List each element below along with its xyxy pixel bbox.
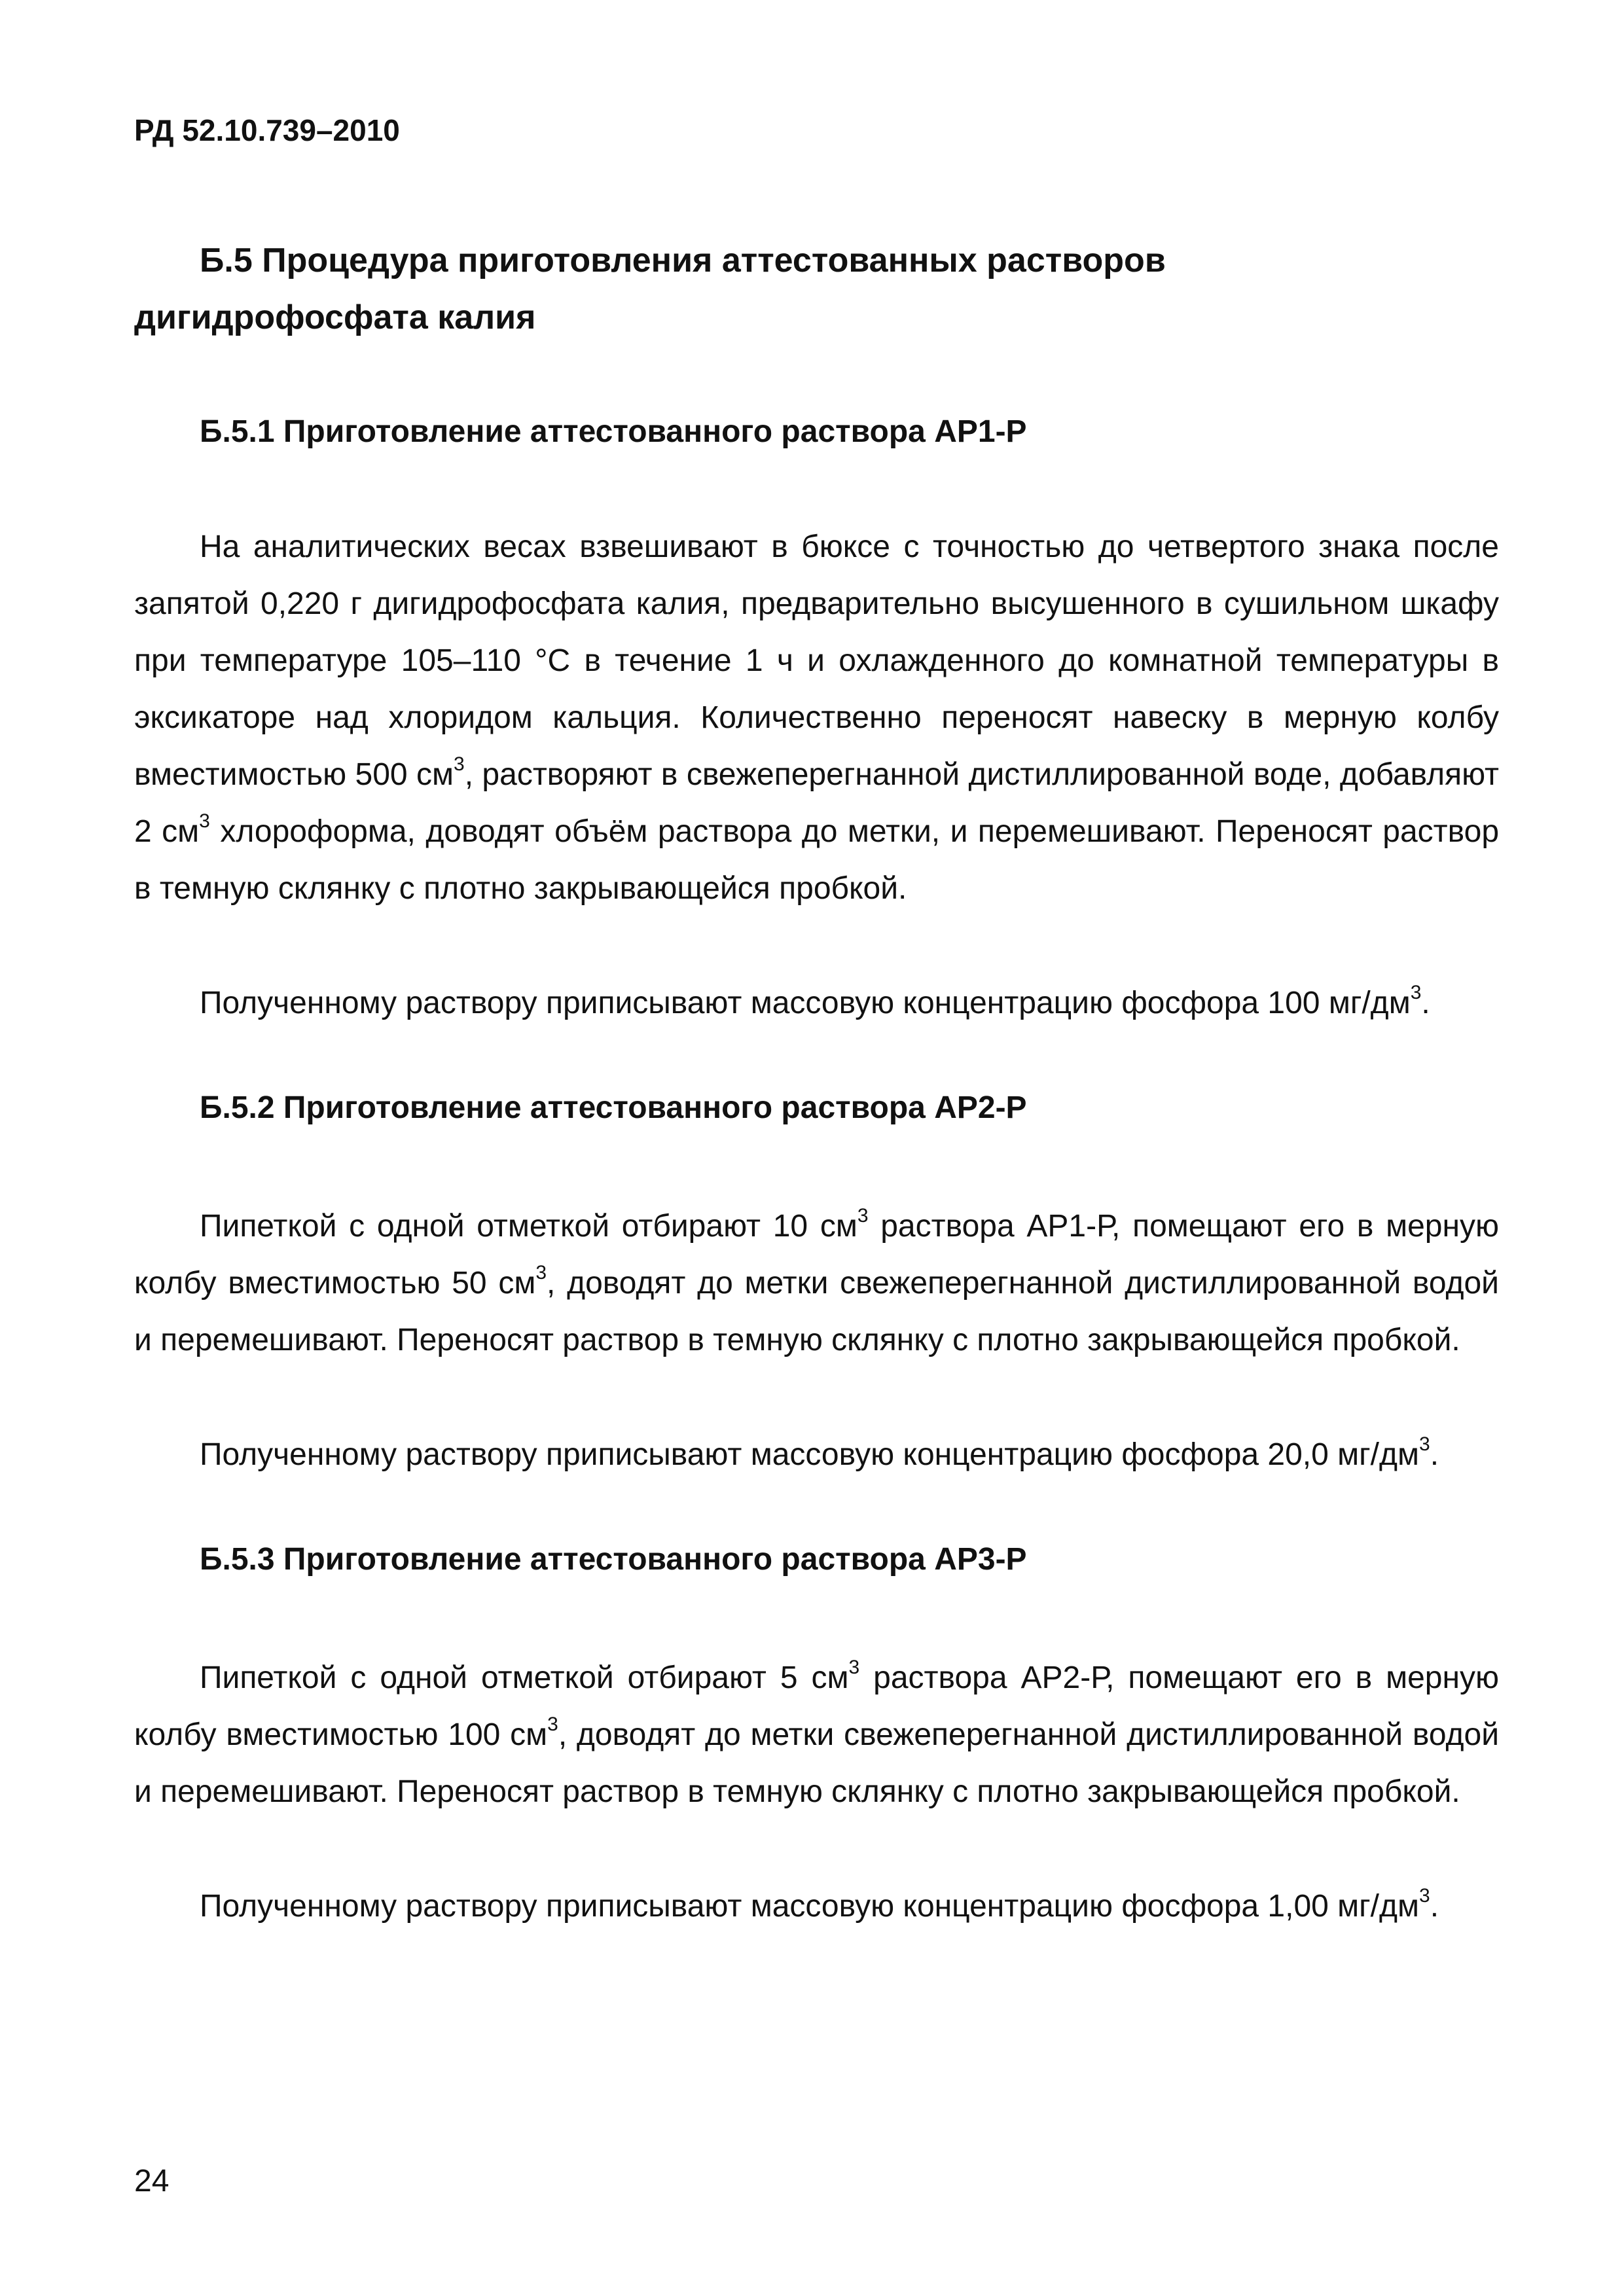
superscript: 3: [199, 810, 210, 832]
paragraph-b52-part1: Пипеткой с одной отметкой отбирают 10 см: [200, 1209, 857, 1244]
subsection-heading-b53: Б.5.3 Приготовление аттестованного раствора АР3-Р: [200, 1542, 1027, 1577]
paragraph-b52-part3: , доводят до метки свежеперегнанной дистиллированной водой и перемешивают. Переносят раствор в темную склянку с плотно закрывающейся пробкой.: [134, 1266, 1499, 1357]
paragraph-b51: [134, 518, 1499, 917]
page-number: 24: [134, 2164, 170, 2198]
section-title-line1: Б.5 Процедура приготовления аттестованных растворов: [200, 242, 1166, 279]
paragraph-b51-part3: хлороформа, доводят объём раствора до метки, и перемешивают. Переносят раствор в темную склянку с плотно закрывающейся пробкой.: [134, 814, 1500, 906]
superscript: 3: [1419, 1885, 1430, 1907]
concentration-end: .: [1430, 1437, 1439, 1472]
section-title: [134, 232, 1509, 346]
subsection-heading-b52: Б.5.2 Приготовление аттестованного раствора АР2-Р: [200, 1090, 1027, 1125]
superscript: 3: [535, 1262, 547, 1283]
concentration-line-b53: [200, 1885, 1439, 1924]
superscript: 3: [857, 1205, 869, 1227]
paragraph-b53-part3: , доводят до метки свежеперегнанной дистиллированной водой и перемешивают. Переносят раствор в темную склянку с плотно закрывающейся пробкой.: [134, 1717, 1499, 1809]
superscript: 3: [454, 753, 465, 775]
concentration-text: Полученному раствору приписывают массовую концентрацию фосфора 100 мг/дм: [200, 986, 1411, 1020]
concentration-end: .: [1430, 1889, 1439, 1924]
superscript: 3: [547, 1713, 558, 1735]
paragraph-b51-part1: На аналитических весах взвешивают в бюксе с точностью до четвертого знака после запятой 0,220 г дигидрофосфата калия, предварительно высушенного в сушильном шкафу при температуре 105–110 °С в течение 1 ч и охлажденного до комнатной температуры в эксикаторе над хлоридом кальция. Количественно переносят навеску в мерную колбу вместимостью 500 см: [134, 529, 1499, 792]
paragraph-b52: [134, 1198, 1499, 1369]
superscript: 3: [1410, 982, 1422, 1003]
paragraph-b53-part1: Пипеткой с одной отметкой отбирают 5 см: [200, 1660, 849, 1695]
paragraph-b52-part2: раствора АР1-Р, помещают его в мерную колбу вместимостью 50 см: [134, 1209, 1500, 1300]
paragraph-b51-part2: , растворяют в свежеперегнанной дистиллированной воде, добавляют 2 см: [134, 757, 1499, 849]
concentration-end: .: [1421, 986, 1430, 1020]
superscript: 3: [1419, 1433, 1430, 1455]
subsection-heading-b51: Б.5.1 Приготовление аттестованного раствора АР1-Р: [200, 414, 1027, 449]
concentration-line-b52: [200, 1433, 1439, 1473]
paragraph-b53-part2: раствора АР2-Р, помещают его в мерную колбу вместимостью 100 см: [134, 1660, 1499, 1752]
paragraph-b53: [134, 1649, 1499, 1820]
concentration-line-b51: [200, 982, 1430, 1021]
document-code: РД 52.10.739–2010: [134, 113, 400, 147]
concentration-text: Полученному раствору приписывают массовую концентрацию фосфора 20,0 мг/дм: [200, 1437, 1420, 1472]
section-title-line2: дигидрофосфата калия: [134, 298, 536, 336]
superscript: 3: [848, 1657, 860, 1678]
concentration-text: Полученному раствору приписывают массовую концентрацию фосфора 1,00 мг/дм: [200, 1889, 1420, 1924]
